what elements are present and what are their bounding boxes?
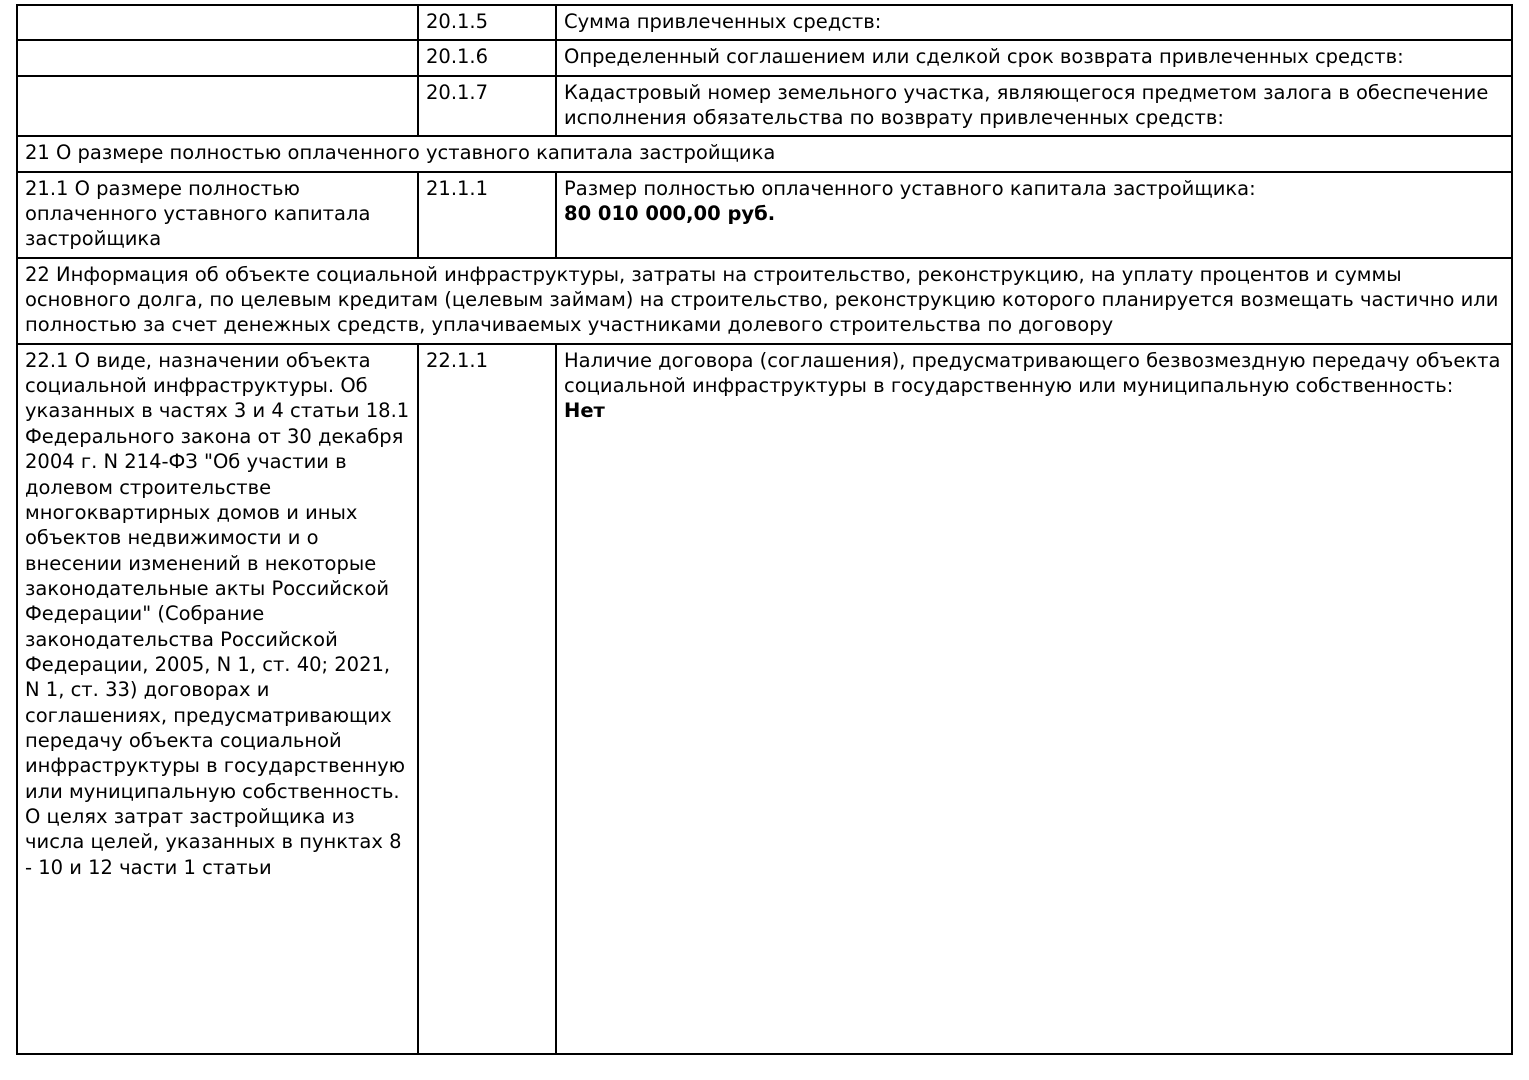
table-row: [17, 40, 1512, 75]
social-infrastructure-value: Нет: [564, 399, 605, 423]
capital-value: 80 010 000,00 руб.: [564, 202, 776, 226]
section-heading: 21 О размере полностью оплаченного уставного капитала застройщика: [17, 136, 1512, 171]
row-number-cell: 21.1.1: [418, 172, 556, 258]
row-number-cell: 20.1.5: [418, 5, 556, 40]
row-number-cell: 22.1.1: [418, 344, 556, 1054]
row-label-cell: 22.1 О виде, назначении объекта социальной инфраструктуры. Об указанных в частях 3 и 4 статьи 18.1 Федерального закона от 30 декабря 2004 г. N 214-ФЗ "Об участии в долевом строительстве многоквартирных домов и иных объектов недвижимости и о внесении изменений в некоторые законодательные акты Российской Федерации" (Собрание законодательства Российской Федерации, 2005, N 1, ст. 40; 2021, N 1, ст. 33) договорах и соглашениях, предусматривающих передачу объекта социальной инфраструктуры в государственную или муниципальную собственность. О целях затрат застройщика из числа целей, указанных в пунктах 8 - 10 и 12 части 1 статьи: [17, 344, 418, 1054]
row-label-cell: [17, 40, 418, 75]
row-label-cell: [17, 76, 418, 137]
table-row: [17, 5, 1512, 40]
table-section-row: [17, 136, 1512, 171]
table-row: [17, 76, 1512, 137]
table-row: [17, 172, 1512, 258]
section-heading: 22 Информация об объекте социальной инфраструктуры, затраты на строительство, реконструкцию, на уплату процентов и суммы основного долга, по целевым кредитам (целевым займам) на строительство, реконструкцию которого планируется возмещать частично или полностью за счет денежных средств, уплачиваемых участниками долевого строительства по договору: [17, 258, 1512, 344]
table-row: [17, 344, 1512, 1054]
row-content-cell: Определенный соглашением или сделкой срок возврата привлеченных средств:: [556, 40, 1512, 75]
table-section-row: [17, 258, 1512, 344]
row-content-cell: [556, 344, 1512, 1054]
row-number-cell: 20.1.7: [418, 76, 556, 137]
row-label-cell: 21.1 О размере полностью оплаченного уставного капитала застройщика: [17, 172, 418, 258]
social-infrastructure-label: Наличие договора (соглашения), предусматривающего безвозмездную передачу объекта социальной инфраструктуры в государственную или муниципальную собственность:: [564, 348, 1501, 398]
row-content-cell: Кадастровый номер земельного участка, являющегося предметом залога в обеспечение исполнения обязательства по возврату привлеченных средств:: [556, 76, 1512, 137]
row-number-cell: 20.1.6: [418, 40, 556, 75]
row-content-cell: Сумма привлеченных средств:: [556, 5, 1512, 40]
row-label-cell: [17, 5, 418, 40]
declaration-document: [16, 0, 1513, 1055]
capital-label: Размер полностью оплаченного уставного капитала застройщика:: [564, 176, 1256, 200]
row-content-cell: [556, 172, 1512, 258]
declaration-table: [16, 4, 1513, 1055]
